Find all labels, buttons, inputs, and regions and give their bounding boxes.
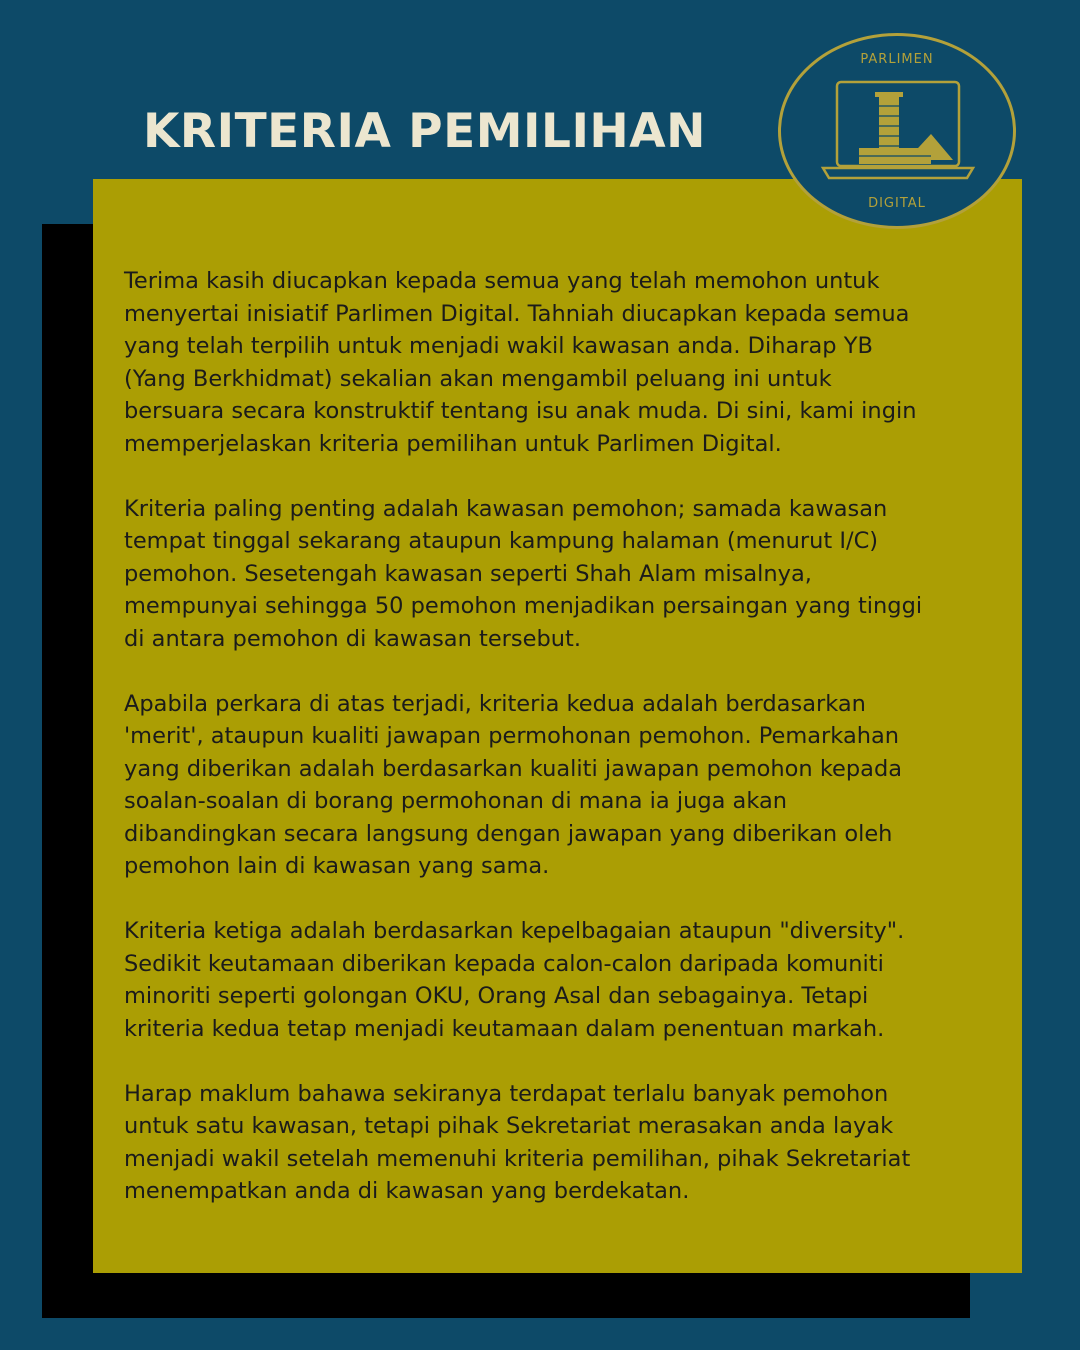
text-line: yang diberikan adalah berdasarkan kualiti jawapan pemohon kepada (124, 755, 903, 782)
text-line: menyertai inisiatif Parlimen Digital. Tahniah diucapkan kepada semua (124, 300, 910, 327)
paragraph-notice (124, 1078, 1004, 1208)
text-line: Apabila perkara di atas terjadi, kriteria kedua adalah berdasarkan (124, 690, 866, 717)
paragraph-criteria-2 (124, 688, 1004, 883)
text-line: untuk satu kawasan, tetapi pihak Sekretariat merasakan anda layak (124, 1113, 894, 1139)
text-line: pemohon lain di kawasan yang sama. (124, 853, 550, 879)
paragraph-criteria-1 (124, 493, 1004, 656)
logo-top-text: PARLIMEN (860, 52, 934, 67)
page-title: KRITERIA PEMILIHAN (143, 104, 706, 159)
text-line: mempunyai sehingga 50 pemohon menjadikan persaingan yang tinggi (124, 593, 923, 619)
text-line: 'merit', ataupun kualiti jawapan permohonan pemohon. Pemarkahan (124, 723, 900, 749)
text-line: memperjelaskan kriteria pemilihan untuk Parlimen Digital. (124, 430, 782, 457)
text-line: soalan-soalan di borang permohonan di mana ia juga akan (124, 788, 788, 814)
text-line: tempat tinggal sekarang ataupun kampung halaman (menurut I/C) (124, 528, 879, 554)
text-line: Kriteria ketiga adalah berdasarkan kepelbagaian ataupun "diversity". (124, 918, 905, 944)
text-line: minoriti seperti golongan OKU, Orang Asal dan sebagainya. Tetapi (124, 983, 869, 1009)
paragraph-criteria-3 (124, 915, 1004, 1045)
text-line: dibandingkan secara langsung dengan jawapan yang diberikan oleh (124, 820, 893, 847)
text-line: bersuara secara konstruktif tentang isu anak muda. Di sini, kami ingin (124, 398, 917, 424)
text-line: Harap maklum bahawa sekiranya terdapat terlalu banyak pemohon (124, 1080, 889, 1107)
paragraph-intro (124, 265, 1004, 460)
parlimen-digital-logo (778, 33, 1016, 229)
text-line: pemohon. Sesetengah kawasan seperti Shah Alam misalnya, (124, 560, 812, 587)
body-text (124, 265, 1004, 1240)
text-line: (Yang Berkhidmat) sekalian akan mengambil peluang ini untuk (124, 365, 832, 392)
text-line: yang telah terpilih untuk menjadi wakil kawasan anda. Diharap YB (124, 333, 873, 359)
text-line: Terima kasih diucapkan kepada semua yang telah memohon untuk (124, 268, 880, 294)
text-line: menempatkan anda di kawasan yang berdekatan. (124, 1178, 690, 1204)
text-line: di antara pemohon di kawasan tersebut. (124, 625, 581, 652)
text-line: Kriteria paling penting adalah kawasan pemohon; samada kawasan (124, 495, 888, 522)
logo-bottom-text: DIGITAL (868, 196, 926, 211)
text-line: menjadi wakil setelah memenuhi kriteria pemilihan, pihak Sekretariat (124, 1145, 911, 1172)
text-line: kriteria kedua tetap menjadi keutamaan dalam penentuan markah. (124, 1015, 885, 1042)
text-line: Sedikit keutamaan diberikan kepada calon-calon daripada komuniti (124, 950, 884, 977)
